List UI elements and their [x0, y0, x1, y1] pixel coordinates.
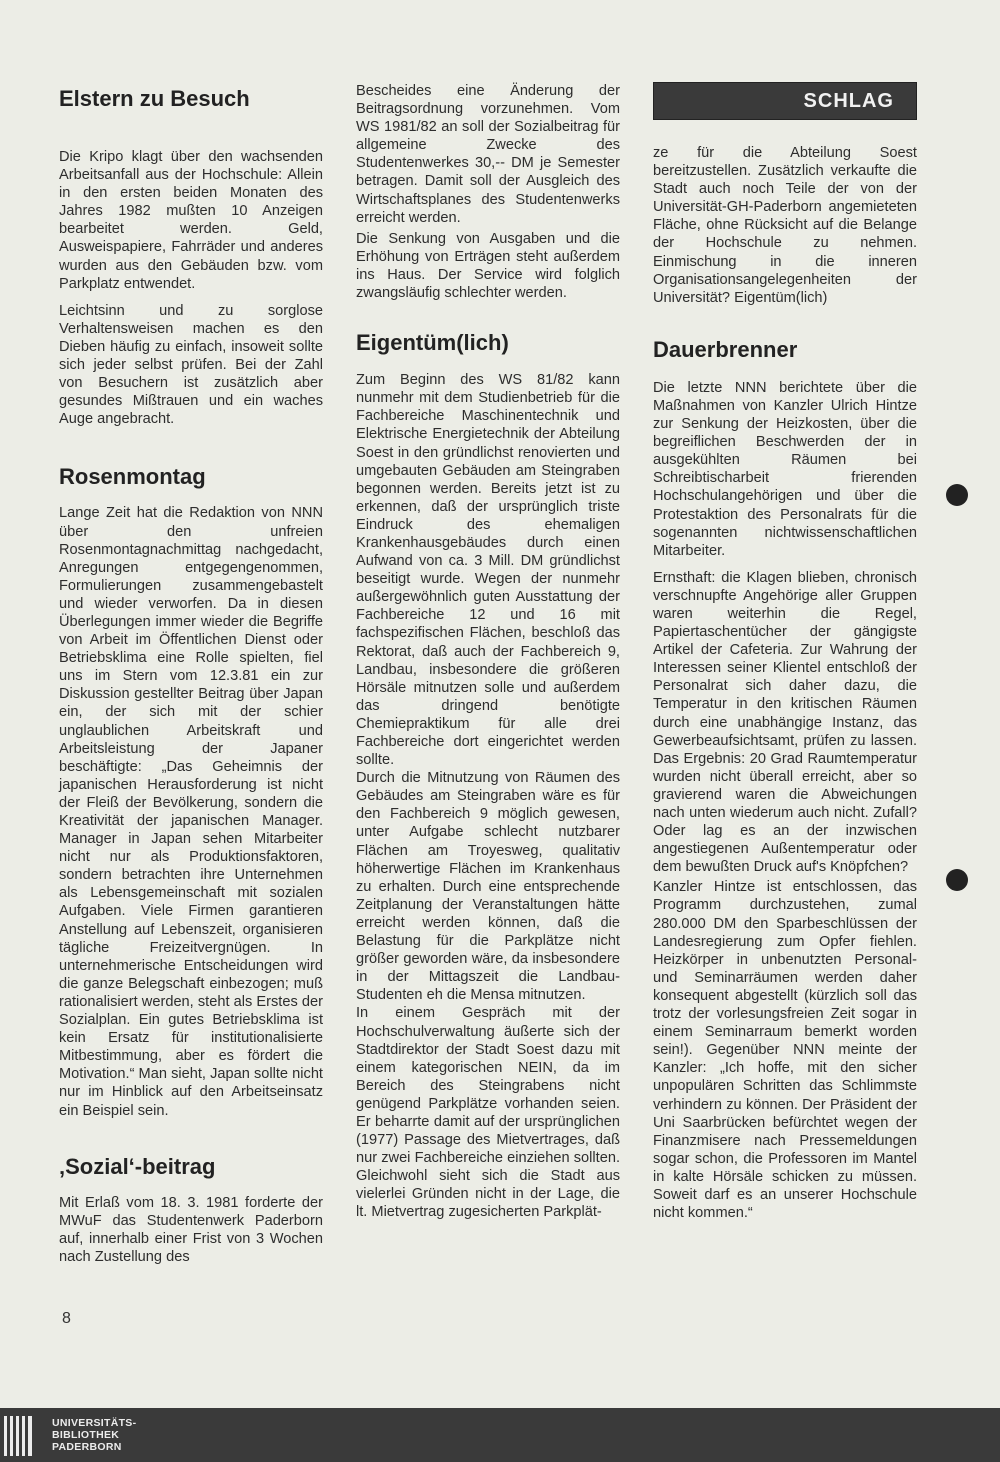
elstern-paragraph-2: Leichtsinn und zu sorglose Verhaltensweisen machen es den Dieben häufig zu einfach, insoweit sollte sich jeder selbst prüfen. Bei der Zahl von Besuchern ist zusätzlich aber gesundes Mißtrauen und ein waches Auge angebracht.: [59, 302, 323, 428]
library-line-1: UNIVERSITÄTS-: [52, 1417, 137, 1429]
punch-hole-top: [946, 484, 968, 506]
dauerbrenner-paragraph-2: Ernsthaft: die Klagen blieben, chronisch verschnupfte Angehörige aller Gruppen waren weiterhin die Regel, Papiertaschentücher der gängigste Artikel der Cafeteria. Zur Wahrung der Interessen seiner Klientel entschloß der Personalrat sich daher dazu, die Temperatur in den kritischen Räumen durch eine unabhängige Instanz, das Gewerbeaufsichtsamt, prüfen zu lassen. Das Ergebnis: 20 Grad Raumtemperatur wurden nicht überall erreicht, aber so gravierend waren die Abweichungen nach unten wiederum auch nicht. Zufall? Oder lag es an der inzwischen angestiegenen Außentemperatur oder dem bewußten Druck auf's Knöpfchen?: [653, 569, 917, 876]
eigentum-paragraph-3a: In einem Gespräch mit der Hochschulverwaltung äußerte sich der Stadtdirektor der Stadt Soest dazu mit einem kategorischen NEIN, da im Bereich des Steingrabens nicht genügend Parkplätze vorhanden seien. Er beharrte damit auf der ursprünglichen (1977) Passage des Mietvertrages, daß nur zwei Fachbereiche einziehen sollten. Gleichwohl sieht sich die Stadt aus vielerlei Gründen nicht in der Lage, die lt. Mietvertrag zugesicherten Parkplät-: [356, 1005, 620, 1221]
banner-label: SCHLAG: [803, 90, 894, 112]
sozial-paragraph-1b: Bescheides eine Änderung der Beitragsordnung vorzunehmen. Vom WS 1981/82 an soll der Sozialbeitrag für allgemeine Zwecke des Studentenwerkes 30,-- DM je Semester betragen. Damit soll der Ausgleich des Wirtschaftsplanes des Studentenwerks erreicht werden.: [356, 83, 620, 226]
eigentum-paragraph-1: Zum Beginn des WS 81/82 kann nunmehr mit dem Studienbetrieb für die Fachbereiche Maschinentechnik und Elektrische Energietechnik der Abteilung Soest in den gründlichst renovierten und umgebauten Gebäuden am Steingraben begonnen werden. Bereits jetzt ist zu erkennen, daß der ursprünglich triste Eindruck des ehemaligen Krankenhausgebäudes durch einen Aufwand von ca. 3 Mill. DM gründlichst beseitigt wurde. Wegen der nunmehr außergewöhnlich guten Ausstattung der Fachbereiche 12 und 16 mit fachspezifischen Flächen, beschloß das Rektorat, daß auch der Fachbereich 9, Landbau, insbesondere die größeren Hörsäle mitnutzen solle und außerdem das dringend benötigte Chemiepraktikum für alle drei Fachbereiche dort eingerichtet werden sollte.: [356, 372, 620, 769]
eigentum-paragraph-2: Durch die Mitnutzung von Räumen des Gebäudes am Steingraben wäre es für den Fachbereich 9 möglich gewesen, unter Aufgabe schlecht nutzbarer Flächen am Troyesweg, qualitativ höherwertige Flächen im Krankenhaus zu erhalten. Durch eine entsprechende Zeitplanung der Veranstaltungen hätte erreicht werden können, daß die Belastung für die Parkplätze nicht größer geworden wäre, da insbesondere in der Mittagszeit die Landbau-Studenten eh die Mensa mitnutzen.: [356, 770, 620, 1004]
sozial-paragraph-2: Die Senkung von Ausgaben und die Erhöhung von Erträgen steht außerdem ins Haus. Der Service wird folglich zwangsläufig schlechter werden.: [356, 230, 620, 302]
column-left: [59, 82, 323, 1266]
heading-eigentum: Eigentüm(lich): [356, 330, 509, 356]
heading-sozialbeitrag: ‚Sozial‘-beitrag: [59, 1153, 216, 1179]
page-number: 8: [62, 1310, 71, 1327]
dauerbrenner-paragraph-1: Die letzte NNN berichtete über die Maßnahmen von Kanzler Ulrich Hintze zur Senkung der Heizkosten, über die begreiflichen Beschwerden der in ausgekühlten Räumen bei Schreibtischarbeit frierenden Hochschulangehörigen und über die Protestaktion des Personalrats für die sogenannten nichtwissenschaftlichen Mitarbeiter.: [653, 379, 917, 559]
dauerbrenner-paragraph-3: Kanzler Hintze ist entschlossen, das Programm durchzustehen, zumal 280.000 DM den Sparbeschlüssen der Landesregierung zum Opfer fiehlen. Heizkörper in unbenutzten Personal- und Seminarräumen werden daher konsequent abgestellt (kürzlich soll das trotz der vorlesungsfreien Zeit sogar in einem Seminarraum bemerkt worden sein!). Gegenüber NNN meinte der Kanzler: „Ich hoffe, mit den sicher unpopulären Schritten das Schlimmste verhindern zu können. Der Präsident der Uni Saarbrücken befürchtet wegen der Finanzmisere nach Pressemeldungen sogar schon, die Professoren im Mantel in kalte Hörsäle schicken zu müssen. Soweit darf es an unserer Hochschule nicht kommen.“: [653, 879, 917, 1222]
library-line-2: BIBLIOTHEK: [52, 1429, 120, 1441]
library-line-3: PADERBORN: [52, 1441, 122, 1453]
schlag-banner: [653, 82, 917, 120]
punch-hole-bottom: [946, 869, 968, 891]
elstern-paragraph-1: Die Kripo klagt über den wachsenden Arbeitsanfall aus der Hochschule: Allein in den ersten beiden Monaten des Jahres 1982 mußten 10 Anzeigen bearbeitet werden. Geld, Ausweispapiere, Fahrräder und anderes wurden aus den Gebäuden bzw. vom Parkplatz entwendet.: [59, 149, 323, 292]
library-name: [52, 1417, 136, 1453]
library-logo-icon: [4, 1416, 34, 1456]
sozial-paragraph-1a: Mit Erlaß vom 18. 3. 1981 forderte der MWuF das Studentenwerk Paderborn auf, innerhalb einer Frist von 3 Wochen nach Zustellung des: [59, 1194, 323, 1265]
heading-elstern: Elstern zu Besuch: [59, 86, 250, 111]
heading-dauerbrenner: Dauerbrenner: [653, 336, 798, 362]
column-middle: [356, 82, 620, 1222]
rosenmontag-paragraph-1: Lange Zeit hat die Redaktion von NNN über den unfreien Rosenmontagnachmittag nachgedacht, Anregungen entgegengenommen, Formulierungen zusammengebastelt und wieder verworfen. Da in diesen Überlegungen immer wieder die Begriffe von Arbeit im Öffentlichen Dienst oder Betriebsklima eine Rolle spielten, fiel uns im Stern vom 12.3.81 ein zur Diskussion gestellter Beitrag über Japan ein, der sich mit der schier unglaublichen Arbeitskraft und Arbeitsleistung der Japaner beschäftigte: „Das Geheimnis der japanischen Herausforderung ist nicht der Fleiß der Bevölkerung, sondern die Kreativität der japanischen Manager. Manager in Japan sehen Mitarbeiter nicht nur als Produktionsfaktoren, sondern betrachten ihre Unternehmen als Lebensgemeinschaft mit sozialen Aufgaben. Viele Firmen garantieren Anstellung auf Lebenszeit, organisieren tägliche Freizeitvergnügen. In unternehmerische Entscheidungen wird die ganze Belegschaft einbezogen; muß rationalisiert werden, steht als Erstes der Sozialplan. Ein gutes Betriebsklima ist kein Ersatz für institutionalisierte Mitbestimmung, aber es fördert die Motivation.“ Man sieht, Japan sollte nicht nur im Hinblick auf den Arbeitseinsatz ein Beispiel sein.: [59, 505, 323, 1119]
library-footer: [0, 1408, 1000, 1462]
column-right: [653, 82, 917, 1222]
eigentum-paragraph-3b: ze für die Abteilung Soest bereitzustellen. Zusätzlich verkaufte die Stadt auch noch Teile der von der Universität-GH-Paderborn angemieteten Fläche, ohne Rücksicht auf die Belange der Hochschule zu nehmen. Einmischung in die inneren Organisationsangelegenheiten der Universität? Eigentüm(lich): [653, 145, 917, 306]
heading-rosenmontag: Rosenmontag: [59, 464, 206, 490]
